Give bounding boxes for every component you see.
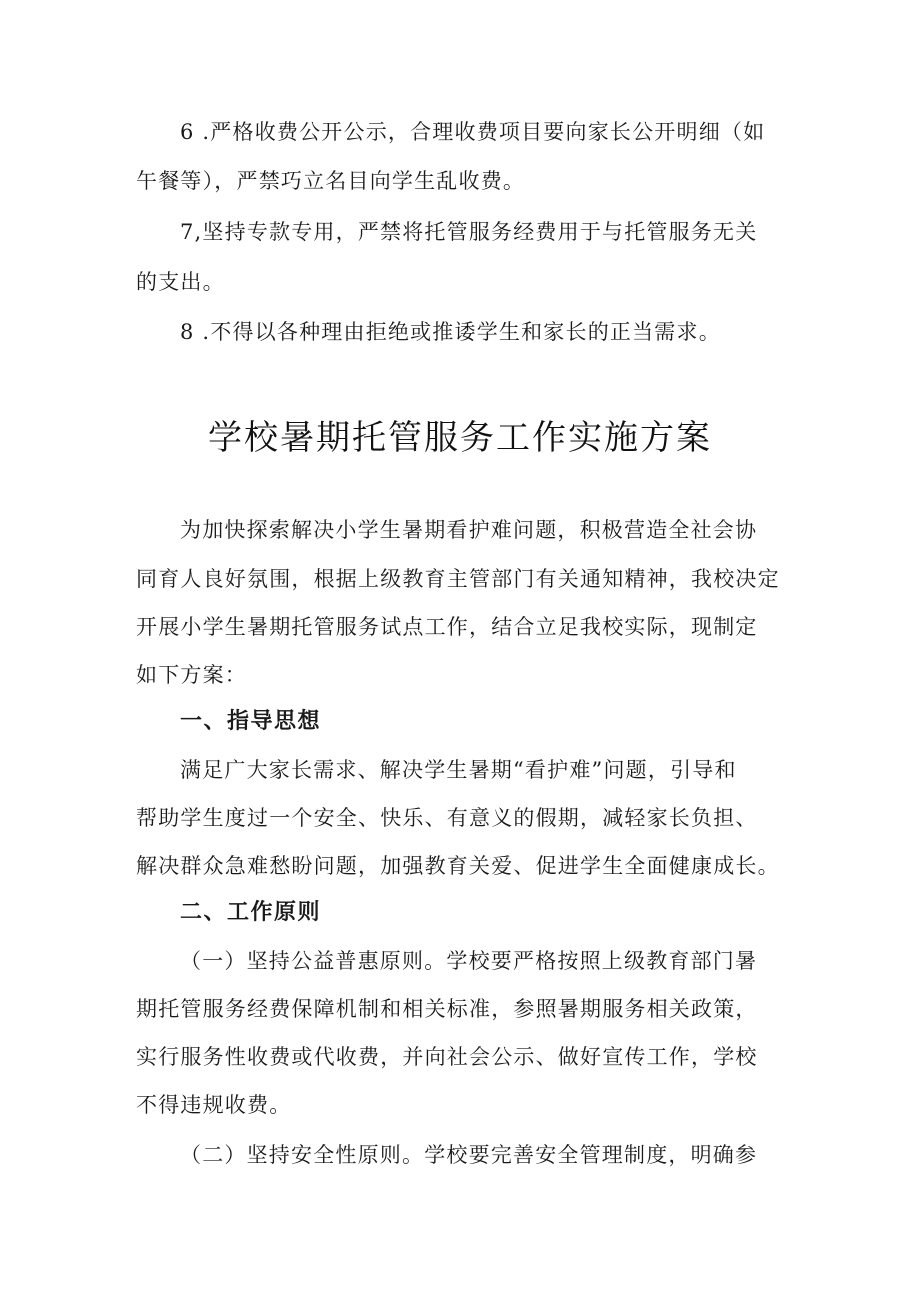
- item-7-line-1: 7,坚持专款专用，严禁将托管服务经费用于与托管服务无关: [180, 220, 758, 244]
- section-2-p2-line-1: （二）坚持安全性原则。学校要完善安全管理制度，明确参: [180, 1143, 758, 1167]
- item-8-line-1: 8 .不得以各种理由拒绝或推诿学生和家长的正当需求。: [180, 320, 721, 344]
- intro-line-2: 同育人良好氛围，根据上级教育主管部门有关通知精神，我校决定: [136, 567, 780, 591]
- section-1-line-1: 满足广大家长需求、解决学生暑期“看护难”问题，引导和: [180, 758, 737, 782]
- section-1-line-3: 解决群众急难愁盼问题，加强教育关爱、促进学生全面健康成长。: [136, 854, 780, 878]
- item-6-line-1: 6 .严格收费公开公示，合理收费项目要向家长公开明细（如: [180, 120, 766, 144]
- intro-line-3: 开展小学生暑期托管服务试点工作，结合立足我校实际，现制定: [136, 615, 758, 639]
- intro-line-4: 如下方案：: [136, 663, 247, 687]
- item-6-line-2: 午餐等），严禁巧立名目向学生乱收费。: [136, 169, 526, 193]
- item-7-line-2: 的支出。: [136, 270, 225, 294]
- section-2-p1-line-3: 实行服务性收费或代收费，并向社会公示、做好宣传工作，学校: [136, 1045, 758, 1069]
- section-1-line-2: 帮助学生度过一个安全、快乐、有意义的假期，减轻家长负担、: [136, 806, 758, 830]
- section-1-heading: 一、指导思想: [180, 709, 322, 734]
- intro-line-1: 为加快探索解决小学生暑期看护难问题，积极营造全社会协: [180, 518, 758, 542]
- document-title: 学校暑期托管服务工作实施方案: [208, 418, 712, 458]
- section-2-p1-line-4: 不得违规收费。: [136, 1093, 292, 1117]
- section-2-heading: 二、工作原则: [180, 900, 322, 925]
- section-2-p1-line-2: 期托管服务经费保障机制和相关标准，参照暑期服务相关政策，: [136, 997, 758, 1021]
- section-2-p1-line-1: （一）坚持公益普惠原则。学校要严格按照上级教育部门暑: [180, 949, 758, 973]
